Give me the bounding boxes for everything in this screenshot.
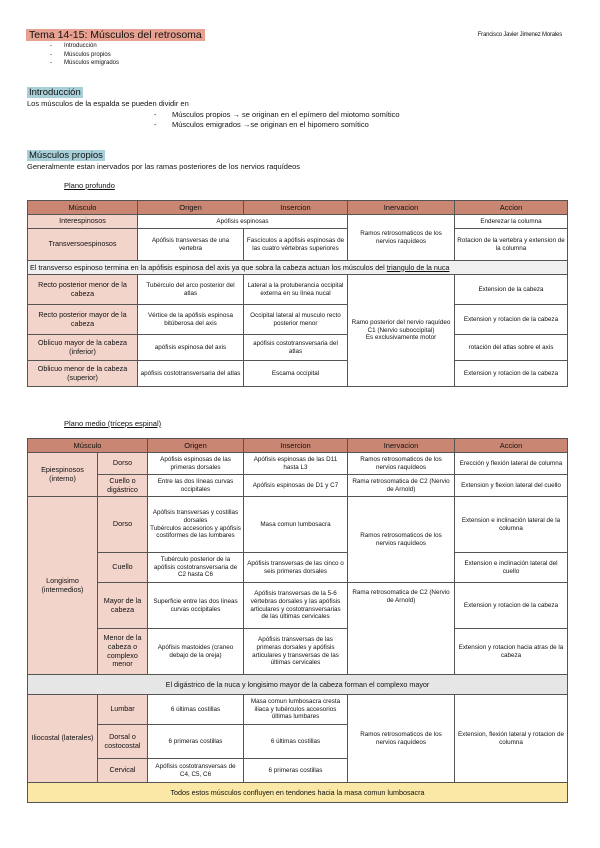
insertion: Masa comun lumbosacra cresta iliaca y tubérculos accesorios últimas lumbares (244, 695, 348, 725)
action: Erección y flexión lateral de columna (455, 453, 568, 475)
insertion: Apófisis transversas de las primeras dorsales y apófisis articulares y transversas de las últimas cervicales (244, 629, 348, 675)
origin: Apófisis espinosas de las primeras dorsales (148, 453, 244, 475)
col-header: Origen (148, 439, 244, 453)
action: Extension y rotacion hacia atras de la cabeza (455, 629, 568, 675)
profundo-subtitle: Plano profundo (64, 181, 115, 190)
col-header: Origen (138, 201, 244, 215)
muscle-part: Mayor de la cabeza (98, 583, 148, 629)
origin: apófisis costotransversaria del atlas (138, 361, 244, 387)
action: Extension de la cabeza (455, 275, 568, 305)
origin: Apófisis transversas de una vertebra (138, 229, 244, 261)
origin: Tubérculo posterior de la apófisis costotransversaria de C2 hasta C6 (148, 553, 244, 583)
origin: 6 primeras costillas (148, 725, 244, 759)
muscle-part: Cervical (98, 759, 148, 783)
col-header: Músculo (28, 439, 148, 453)
author-name: Francisco Javier Jimenez Morales (477, 32, 562, 38)
toc-item: - Introducción (50, 43, 97, 49)
col-header: Accion (455, 201, 568, 215)
intro-heading: Introducción (29, 87, 81, 98)
col-header: Inervacion (348, 439, 455, 453)
muscle-part: Dorsal o costocostal (98, 725, 148, 759)
col-header: Músculo (28, 201, 138, 215)
medio-subtitle: Plano medio (tríceps espinal) (64, 419, 162, 428)
muscle-name: Recto posterior mayor de la cabeza (28, 305, 138, 335)
innervation: Rama retrosomatica de C2 (Nervio de Arnold) (348, 583, 455, 675)
innervation: Ramos retrosomaticos de los nervios raquídeos (348, 695, 455, 783)
propios-heading: Músculos propios (29, 150, 103, 161)
toc-item: - Músculos propios (50, 51, 111, 58)
origin: apófisis espinosa del axis (138, 335, 244, 361)
origin: 6 últimas costillas (148, 695, 244, 725)
table-note: El digástrico de la nuca y longisimo mayor de la cabeza forman el complexo mayor (28, 675, 568, 695)
origin: Superficie entre las dos líneas curvas occipitales (148, 583, 244, 629)
propios-text: Generalmente estan inervados por las ramas posteriores de los nervios raquídeos (27, 162, 301, 171)
origin: Apófisis mastoides (craneo debajo de la oreja) (148, 629, 244, 675)
action: Extension, flexión lateral y rotacion de columna (455, 695, 568, 783)
muscle-name: Oblicuo mayor de la cabeza (inferior) (28, 335, 138, 361)
col-header: Accion (455, 439, 568, 453)
action: Extension y rotacion de la cabeza (455, 305, 568, 335)
muscle-group: Longisimo (intermedios) (28, 497, 98, 675)
insertion: Apófisis transversas de las cinco o seis primeras dorsales (244, 553, 348, 583)
origin: Tubérculo del arco posterior del atlas (138, 275, 244, 305)
table-note: El transverso espinoso termina en la apófisis espinosa del axis ya que sobra la cabeza actuan los músculos del triangulo de la nuca (28, 261, 568, 275)
profundo-table (27, 200, 568, 387)
muscle-part: Menor de la cabeza o complexo menor (98, 629, 148, 675)
origin: Entre las dos líneas curvas occipitales (148, 475, 244, 497)
muscle-name: Oblicuo menor de la cabeza (superior) (28, 361, 138, 387)
medio-table (27, 438, 568, 803)
intro-text: Los músculos de la espalda se pueden dividir en (27, 99, 189, 108)
action: Enderezar la columna (455, 215, 568, 229)
muscle-part: Lumbar (98, 695, 148, 725)
insertion: Lateral a la protuberancia occipital externa en su línea nucal (244, 275, 348, 305)
origin-insertion: Apófisis espinosas (138, 215, 348, 229)
muscle-name: Interespinosos (28, 215, 138, 229)
innervation: Ramos retrosomaticos de los nervios raquídeos (348, 453, 455, 475)
action: Extension y flexion lateral del cuello (455, 475, 568, 497)
list-item: - Músculos emigrados →se originan en el hipomero somítico (154, 120, 369, 129)
action: Extension y rotacion de la cabeza (455, 361, 568, 387)
muscle-part: Cuello (98, 553, 148, 583)
innervation: Ramos retrosomaticos de los nervios raquídeos (348, 215, 455, 261)
origin: Apófisis transversas y costillas dorsales Tubérculos accesorios y apófisis costiformes de las lumbares (148, 497, 244, 553)
action: Extension e inclinación lateral del cuello (455, 553, 568, 583)
action: Extension e inclinación lateral de la columna (455, 497, 568, 553)
muscle-part: Cuello o digástrico (98, 475, 148, 497)
insertion: 6 últimas costillas (244, 725, 348, 759)
insertion: Apófisis espinosas de D1 y C7 (244, 475, 348, 497)
insertion: apófisis costotransversaria del atlas (244, 335, 348, 361)
muscle-part: Dorso (98, 453, 148, 475)
action: Extension y rotacion de la cabeza (455, 583, 568, 629)
origin: Apófisis costotransversas de C4, C5, C6 (148, 759, 244, 783)
toc-item: - Músculos emigrados (50, 60, 120, 66)
muscle-name: Transversoespinosos (28, 229, 138, 261)
insertion: Occipital lateral al musculo recto posterior menor (244, 305, 348, 335)
insertion: Escama occipital (244, 361, 348, 387)
insertion: Fascículos a apófisis espinosas de las cuatro vértebras superiores (244, 229, 348, 261)
table-of-contents (50, 42, 119, 68)
action: Rotacion de la vertebra y extension de la columna (455, 229, 568, 261)
muscle-group: Iliocostal (laterales) (28, 695, 98, 783)
col-header: Inervacion (348, 201, 455, 215)
col-header: Insercion (244, 439, 348, 453)
innervation: Rama retrosomatica de C2 (Nervio de Arnold) (348, 475, 455, 497)
insertion: Apófisis espinosas de las D11 hasta L3 (244, 453, 348, 475)
muscle-group: Epiespinosos (interno) (28, 453, 98, 497)
action: rotación del atlas sobre el axis (455, 335, 568, 361)
table-note: Todos estos músculos confluyen en tendones hacia la masa comun lumbosacra (28, 783, 568, 803)
document-title: Tema 14-15: Músculos del retrosoma (26, 29, 205, 41)
insertion: 6 primeras costillas (244, 759, 348, 783)
innervation: Ramo posterior del nervio raquídeo C1 (Nervio suboccipital) Es exclusivamente motor (348, 275, 455, 387)
intro-list (154, 110, 400, 130)
list-item: - Músculos propios → se originan en el epímero del miotomo somítico (154, 110, 400, 119)
origin: Vértice de la apófisis espinosa bitúberosa del axis (138, 305, 244, 335)
col-header: Insercion (244, 201, 348, 215)
muscle-name: Recto posterior menor de la cabeza (28, 275, 138, 305)
insertion: Masa comun lumbosacra (244, 497, 348, 553)
muscle-part: Dorso (98, 497, 148, 553)
innervation: Ramos retrosomaticos de los nervios raquídeos (348, 497, 455, 583)
insertion: Apófisis transversas de la 5-6 vértebras dorsales y las apófisis articulares y costotransversarias de las últimas cervicales (244, 583, 348, 629)
